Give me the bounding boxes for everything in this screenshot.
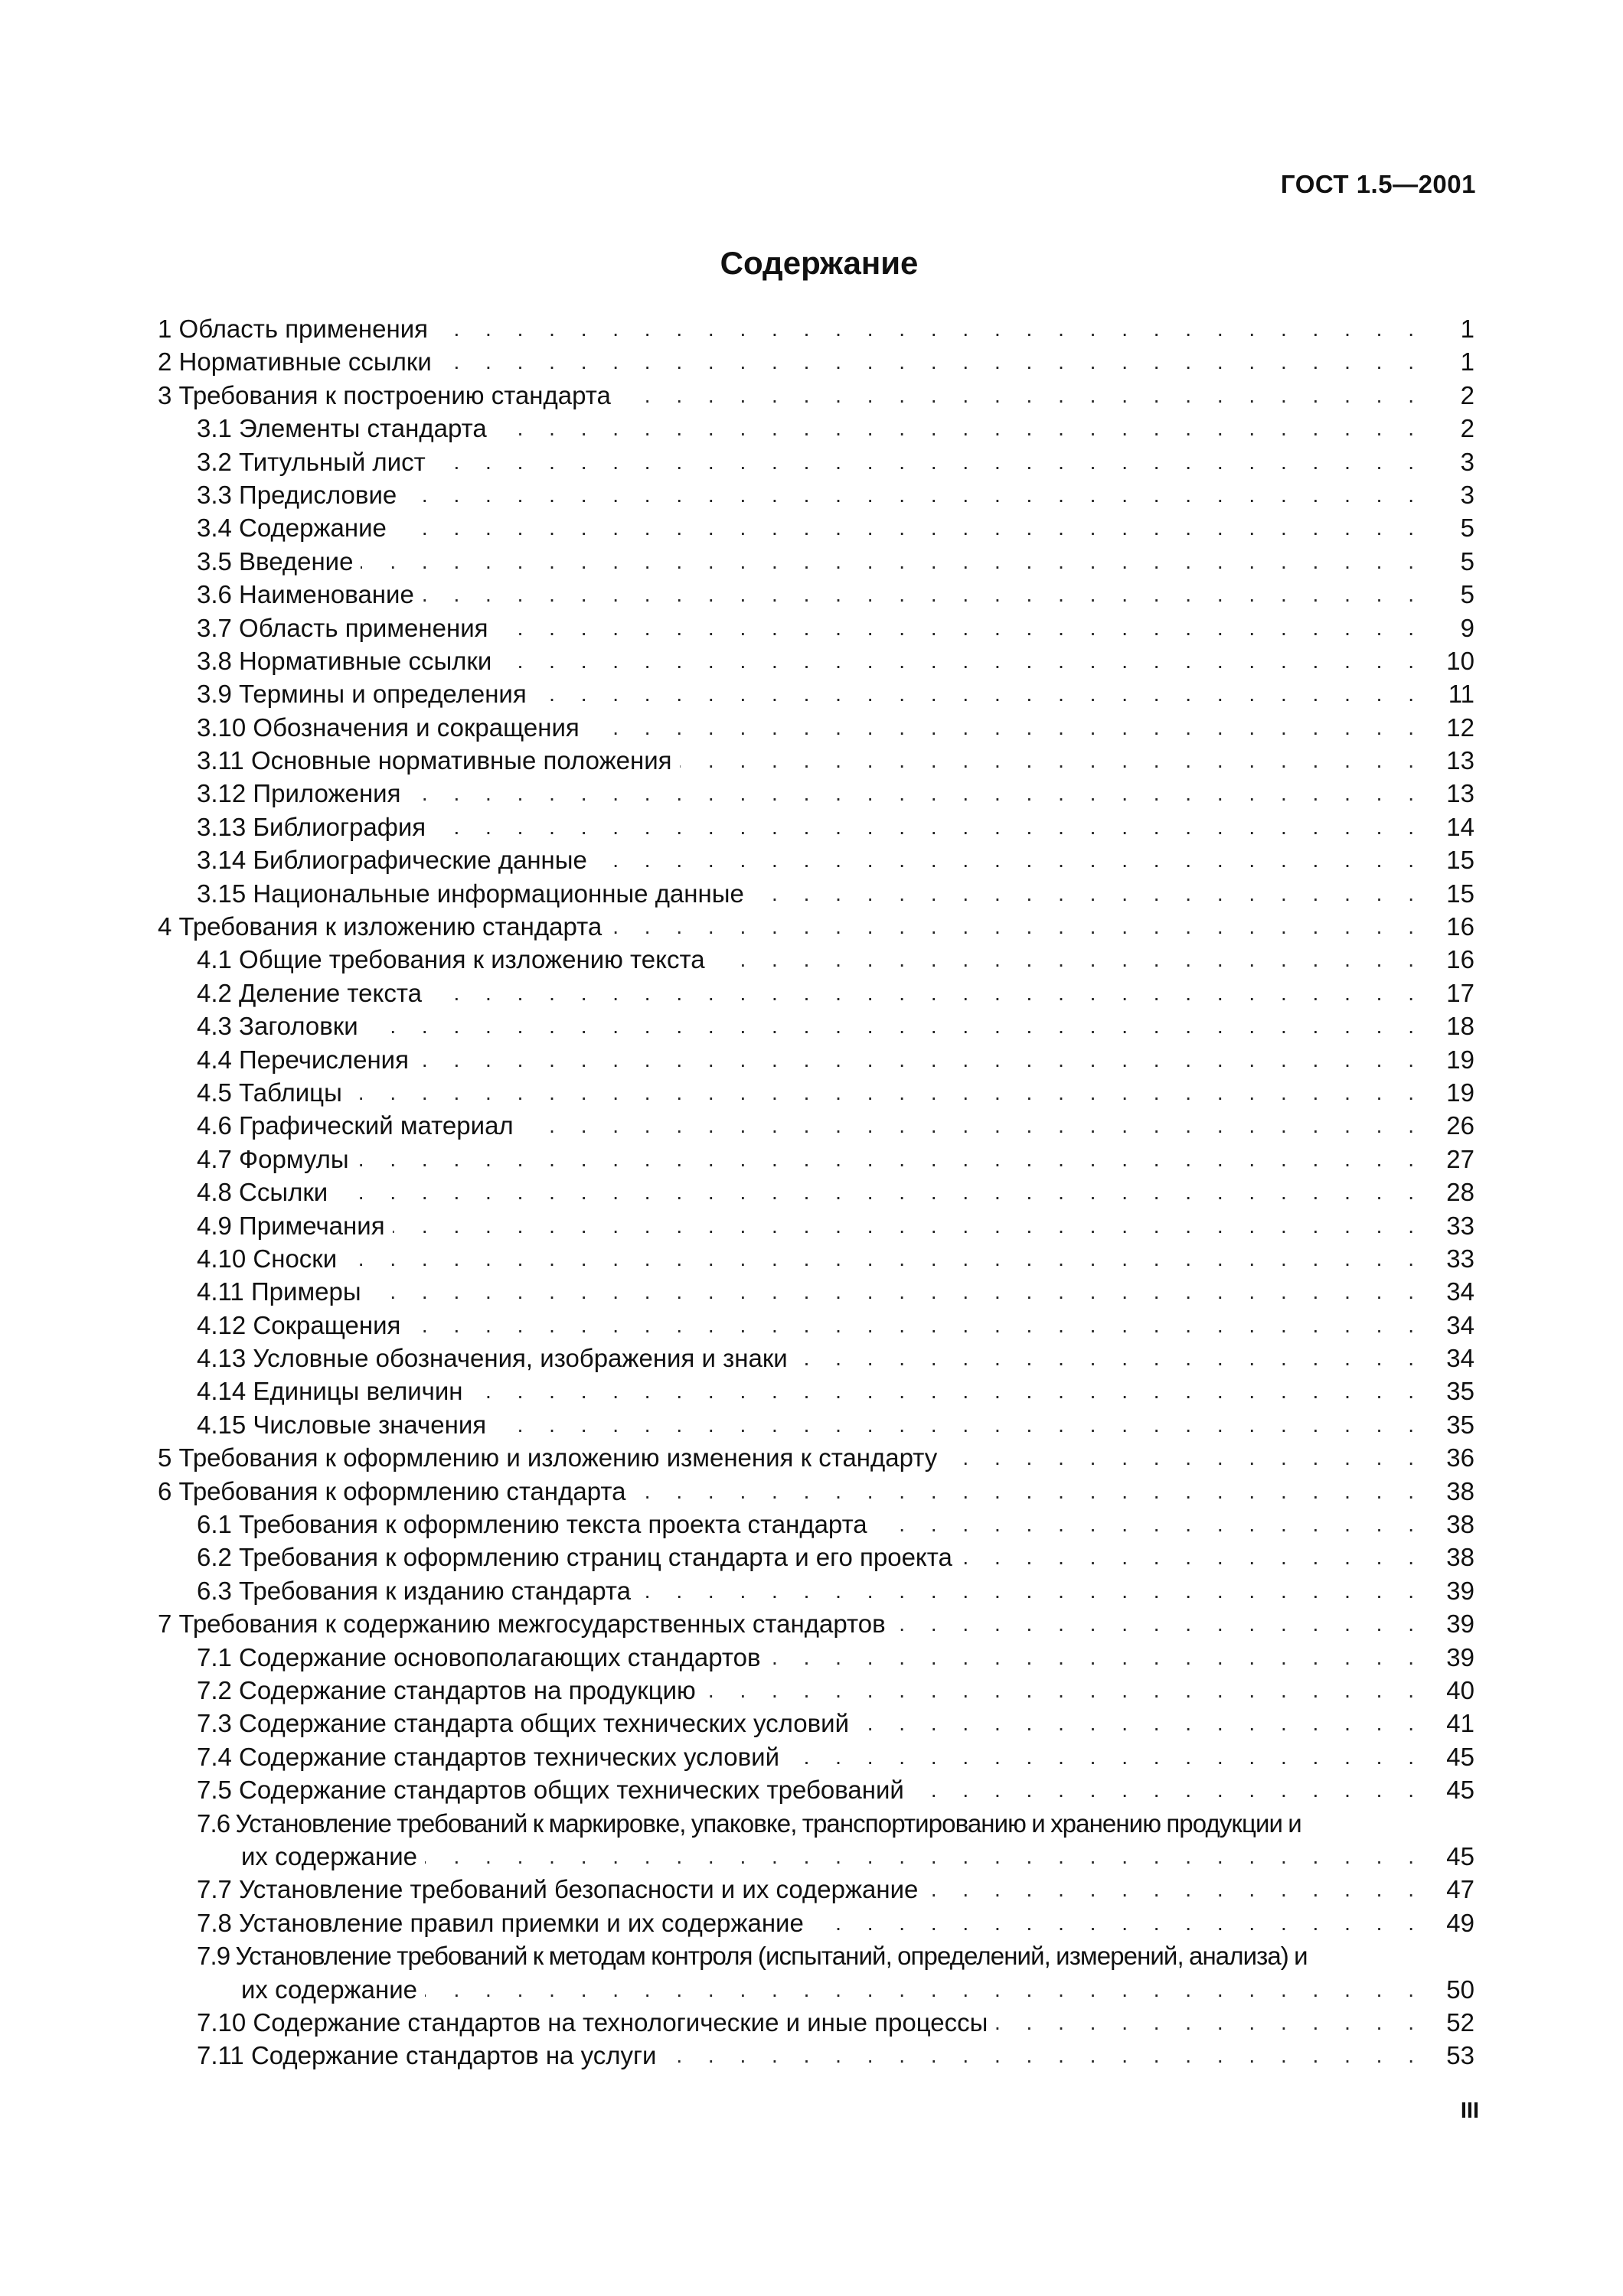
toc-leader-dots [795, 1342, 1424, 1375]
toc-entry [158, 1641, 1474, 1674]
toc-entry-page: 28 [1446, 1178, 1474, 1207]
toc-entry-page: 33 [1446, 1211, 1474, 1240]
toc-entry [158, 1176, 1474, 1208]
toc-entry-page: 12 [1446, 713, 1474, 742]
toc-entry-page: 3 [1460, 480, 1474, 509]
table-of-contents [158, 312, 1474, 2073]
toc-entry-page: 16 [1446, 912, 1474, 941]
toc-leader-dots [875, 1508, 1424, 1541]
toc-leader-dots [638, 1574, 1424, 1607]
toc-entry-page: 50 [1446, 1975, 1474, 2004]
toc-entry-page: 52 [1446, 2007, 1474, 2037]
toc-entry-page: 53 [1446, 2041, 1474, 2070]
toc-entry-label: 3 Требования к построению стандарта [158, 380, 611, 409]
toc-entry-label: 6.3 Требования к изданию стандарта [197, 1576, 631, 1605]
toc-entry [158, 677, 1474, 710]
toc-entry [158, 478, 1474, 511]
toc-entry [158, 843, 1474, 876]
toc-entry-label: 3.14 Библиографические данные [197, 846, 587, 875]
toc-entry-label: 7.8 Установление правил приемки и их содержание [197, 1908, 804, 1937]
toc-entry [158, 1740, 1474, 1773]
toc-entry [158, 1043, 1474, 1076]
toc-entry-page: 34 [1446, 1277, 1474, 1306]
toc-leader-dots [495, 412, 1424, 445]
toc-leader-dots [433, 810, 1424, 843]
toc-entry-label: 3.11 Основные нормативные положения [197, 746, 672, 775]
toc-entry [158, 345, 1474, 378]
toc-entry-label-continuation: их содержание [241, 1841, 418, 1870]
toc-leader-dots [345, 1242, 1424, 1275]
toc-leader-dots [768, 1641, 1424, 1674]
toc-entry-continuation [197, 1973, 1474, 2006]
toc-leader-dots [416, 1043, 1424, 1076]
toc-entry-page: 14 [1446, 812, 1474, 841]
toc-entry [158, 1009, 1474, 1042]
toc-entry [158, 1242, 1474, 1275]
toc-entry-label: 2 Нормативные ссылки [158, 347, 432, 377]
toc-entry [158, 578, 1474, 611]
toc-entry [158, 412, 1474, 445]
toc-entry-page: 36 [1446, 1443, 1474, 1473]
toc-leader-dots [357, 1143, 1424, 1176]
toc-entry [158, 877, 1474, 910]
toc-entry-label: 5 Требования к оформлению и изложению изменения к стандарту [158, 1443, 938, 1473]
toc-entry-page: 1 [1460, 314, 1474, 343]
toc-entry-page: 41 [1446, 1709, 1474, 1738]
toc-entry-page: 38 [1446, 1476, 1474, 1505]
toc-entry [158, 1076, 1474, 1109]
toc-entry-page: 15 [1446, 879, 1474, 908]
toc-entry-label: 3.7 Область применения [197, 613, 488, 642]
toc-entry [158, 1275, 1474, 1308]
toc-entry-label: 4.12 Сокращения [197, 1310, 401, 1339]
toc-entry [158, 1441, 1474, 1474]
toc-leader-dots [893, 1607, 1424, 1640]
toc-entry-label: 7.3 Содержание стандарта общих технических условий [197, 1709, 850, 1738]
toc-entry [158, 2039, 1474, 2072]
toc-leader-dots [704, 1674, 1424, 1707]
toc-entry [158, 711, 1474, 744]
toc-leader-dots [433, 445, 1424, 478]
toc-entry [158, 1674, 1474, 1707]
toc-leader-dots [335, 1176, 1424, 1208]
toc-entry-page: 34 [1446, 1344, 1474, 1373]
toc-entry-page: 3 [1460, 447, 1474, 476]
toc-entry [158, 1375, 1474, 1408]
toc-entry-continuation [197, 1840, 1474, 1873]
toc-entry-page: 39 [1446, 1609, 1474, 1639]
toc-entry [158, 545, 1474, 578]
toc-entry [158, 1574, 1474, 1607]
toc-leader-dots [521, 1109, 1424, 1142]
toc-entry-label: 7.7 Установление требований безопасности и их содержание [197, 1875, 919, 1904]
toc-leader-dots [995, 2006, 1424, 2039]
toc-entry-page: 18 [1446, 1012, 1474, 1041]
toc-leader-dots [787, 1740, 1424, 1773]
toc-entry-label: 4 Требования к изложению стандарта [158, 912, 603, 941]
toc-entry-label: 3.15 Национальные информационные данные [197, 879, 744, 908]
toc-entry-label: 3.12 Приложения [197, 779, 401, 808]
toc-entry-page: 49 [1446, 1908, 1474, 1937]
toc-entry [158, 1143, 1474, 1176]
toc-entry-page: 13 [1446, 746, 1474, 775]
toc-entry [158, 2006, 1474, 2039]
toc-entry-page: 5 [1460, 514, 1474, 543]
toc-entry-page: 34 [1446, 1310, 1474, 1339]
toc-entry-label: 4.7 Формулы [197, 1144, 349, 1173]
toc-entry-label: 3.10 Обозначения и сокращения [197, 713, 580, 742]
toc-entry [158, 910, 1474, 943]
toc-entry-label: 7.11 Содержание стандартов на услуги [197, 2041, 657, 2070]
toc-entry [158, 1342, 1474, 1375]
toc-entry [158, 1707, 1474, 1740]
toc-entry-label: 7 Требования к содержанию межгосударственных стандартов [158, 1609, 886, 1639]
toc-leader-dots [912, 1773, 1424, 1806]
toc-entry-page: 5 [1460, 580, 1474, 609]
toc-entry-page: 45 [1446, 1776, 1474, 1805]
toc-entry-page: 45 [1446, 1841, 1474, 1870]
toc-entry [158, 1873, 1474, 1906]
toc-entry-label: 7.5 Содержание стандартов общих технических требований [197, 1776, 904, 1805]
toc-entry-page: 38 [1446, 1510, 1474, 1539]
toc-entry-label: 7.6 Установление требований к маркировке, упаковке, транспортированию и хранению продукции и [197, 1808, 1301, 1838]
toc-leader-dots [408, 1309, 1424, 1342]
toc-leader-dots [609, 910, 1424, 943]
toc-entry-label-continuation: их содержание [241, 1975, 418, 2004]
toc-leader-dots [619, 379, 1424, 412]
toc-leader-dots [713, 943, 1424, 976]
toc-leader-dots [471, 1375, 1425, 1408]
toc-entry-page: 9 [1460, 613, 1474, 642]
toc-entry-page: 35 [1446, 1377, 1474, 1406]
toc-entry-label: 4.11 Примеры [197, 1277, 361, 1306]
toc-entry-label: 3.6 Наименование [197, 580, 414, 609]
toc-entry [158, 1939, 1474, 2006]
toc-entry-page: 17 [1446, 978, 1474, 1007]
toc-entry-label: 3.1 Элементы стандарта [197, 414, 487, 443]
toc-leader-dots [350, 1076, 1424, 1109]
toc-leader-dots [926, 1873, 1424, 1906]
toc-entry [158, 1807, 1474, 1874]
toc-leader-dots [587, 711, 1424, 744]
toc-leader-dots [534, 677, 1424, 710]
toc-entry-label: 4.8 Ссылки [197, 1178, 328, 1207]
toc-entry-label: 3.2 Титульный лист [197, 447, 426, 476]
toc-leader-dots [752, 877, 1424, 910]
toc-entry-label: 7.1 Содержание основополагающих стандартов [197, 1642, 761, 1671]
toc-leader-dots [361, 545, 1424, 578]
toc-entry-page: 35 [1446, 1410, 1474, 1439]
toc-entry-page: 1 [1460, 347, 1474, 377]
toc-entry [158, 1773, 1474, 1806]
toc-leader-dots [394, 511, 1424, 544]
toc-leader-dots [425, 1840, 1424, 1873]
toc-leader-dots [633, 1475, 1424, 1508]
toc-entry [158, 810, 1474, 843]
toc-entry [158, 1109, 1474, 1142]
toc-entry [158, 445, 1474, 478]
toc-entry [158, 1209, 1474, 1242]
toc-entry-label: 7.9 Установление требований к методам контроля (испытаний, определений, измерений, анализа) и [197, 1942, 1308, 1971]
toc-entry-label: 4.1 Общие требования к изложению текста [197, 945, 705, 974]
toc-entry-label: 4.13 Условные обозначения, изображения и знаки [197, 1344, 788, 1373]
toc-entry [158, 312, 1474, 345]
toc-entry-label: 4.4 Перечисления [197, 1045, 409, 1074]
toc-entry [158, 943, 1474, 976]
toc-entry [158, 1475, 1474, 1508]
toc-entry-page: 2 [1460, 380, 1474, 409]
toc-entry-label: 1 Область применения [158, 314, 428, 343]
toc-entry-label: 3.5 Введение [197, 546, 354, 576]
toc-leader-dots [429, 977, 1424, 1009]
toc-leader-dots [404, 478, 1424, 511]
toc-title: Содержание [720, 245, 919, 281]
toc-entry-label: 3.4 Содержание [197, 514, 387, 543]
toc-entry-label: 4.5 Таблицы [197, 1078, 342, 1107]
toc-leader-dots [439, 345, 1424, 378]
toc-leader-dots [393, 1209, 1424, 1242]
toc-entry-page: 26 [1446, 1111, 1474, 1140]
toc-entry-page: 40 [1446, 1676, 1474, 1704]
toc-entry-label: 4.6 Графический материал [197, 1111, 514, 1140]
document-code: ГОСТ 1.5—2001 [1280, 170, 1476, 198]
toc-entry-page: 2 [1460, 414, 1474, 443]
toc-entry-label: 3.3 Предисловие [197, 480, 397, 509]
toc-entry-label: 4.3 Заголовки [197, 1012, 358, 1041]
toc-entry [158, 977, 1474, 1009]
toc-entry [158, 644, 1474, 677]
toc-leader-dots [945, 1441, 1424, 1474]
toc-entry-page: 33 [1446, 1244, 1474, 1273]
toc-leader-dots [408, 777, 1424, 810]
toc-entry-label: 4.9 Примечания [197, 1211, 385, 1240]
toc-entry-page: 39 [1446, 1642, 1474, 1671]
toc-leader-dots [960, 1541, 1424, 1574]
toc-entry [158, 511, 1474, 544]
page-number: III [1460, 2099, 1479, 2123]
toc-entry-page: 15 [1446, 846, 1474, 875]
toc-leader-dots [436, 312, 1424, 345]
toc-entry-label: 3.8 Нормативные ссылки [197, 646, 492, 675]
toc-leader-dots [422, 578, 1424, 611]
toc-leader-dots [494, 1408, 1424, 1441]
toc-entry-label: 6 Требования к оформлению стандарта [158, 1476, 626, 1505]
toc-entry-label: 6.1 Требования к оформлению текста проекта стандарта [197, 1510, 867, 1539]
toc-leader-dots [366, 1009, 1424, 1042]
toc-entry [158, 379, 1474, 412]
toc-entry-page: 38 [1446, 1543, 1474, 1572]
toc-leader-dots [857, 1707, 1424, 1740]
toc-entry [158, 1408, 1474, 1441]
toc-entry-page: 39 [1446, 1576, 1474, 1605]
toc-leader-dots [369, 1275, 1424, 1308]
toc-entry-label: 4.15 Числовые значения [197, 1410, 487, 1439]
toc-entry-page: 5 [1460, 546, 1474, 576]
toc-entry [158, 1906, 1474, 1939]
toc-entry-label: 4.14 Единицы величин [197, 1377, 463, 1406]
toc-leader-dots [499, 644, 1424, 677]
toc-entry-page: 16 [1446, 945, 1474, 974]
toc-entry-label: 7.2 Содержание стандартов на продукцию [197, 1676, 696, 1704]
toc-leader-dots [595, 843, 1424, 876]
toc-entry-page: 27 [1446, 1144, 1474, 1173]
toc-leader-dots [425, 1973, 1424, 2006]
toc-entry-page: 47 [1446, 1875, 1474, 1904]
toc-entry-page: 10 [1446, 646, 1474, 675]
toc-entry [158, 1309, 1474, 1342]
toc-entry-page: 11 [1448, 680, 1474, 709]
toc-entry-label: 3.13 Библиография [197, 812, 426, 841]
toc-leader-dots [496, 612, 1424, 644]
toc-entry-page: 19 [1446, 1078, 1474, 1107]
toc-leader-dots [812, 1906, 1424, 1939]
toc-entry [158, 1508, 1474, 1541]
toc-leader-dots [680, 744, 1424, 777]
toc-entry-page: 45 [1446, 1742, 1474, 1771]
toc-entry-page: 19 [1446, 1045, 1474, 1074]
toc-entry [158, 777, 1474, 810]
toc-entry [158, 1607, 1474, 1640]
toc-entry-label: 7.10 Содержание стандартов на технологические и иные процессы [197, 2007, 988, 2037]
toc-entry-label: 4.10 Сноски [197, 1244, 338, 1273]
toc-entry-label: 7.4 Содержание стандартов технических условий [197, 1742, 780, 1771]
toc-entry-label: 6.2 Требования к оформлению страниц стандарта и его проекта [197, 1543, 952, 1572]
toc-entry [158, 744, 1474, 777]
toc-entry [158, 1541, 1474, 1574]
toc-entry-label: 4.2 Деление текста [197, 978, 422, 1007]
toc-entry-label: 3.9 Термины и определения [197, 680, 527, 709]
toc-leader-dots [664, 2039, 1424, 2072]
toc-entry [158, 612, 1474, 644]
toc-entry-page: 13 [1446, 779, 1474, 808]
